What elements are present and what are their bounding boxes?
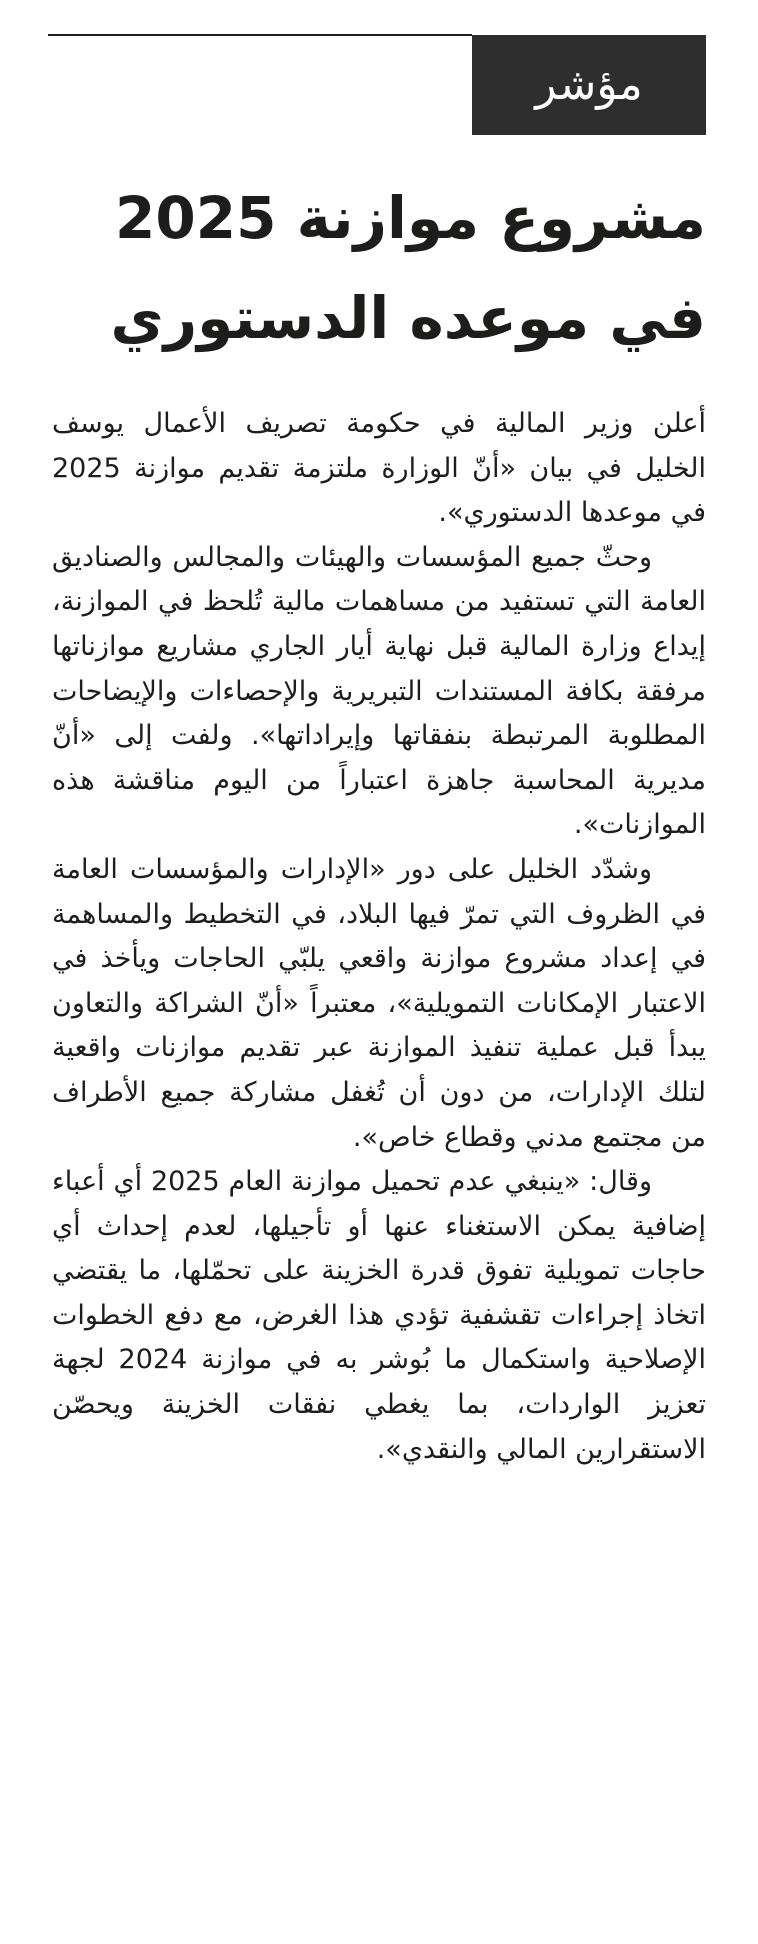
top-rule <box>48 34 472 36</box>
headline-line-1: مشروع موازنة 2025 <box>115 184 706 252</box>
headline <box>46 168 706 368</box>
article-paragraph-4: وقال: «ينبغي عدم تحميل موازنة العام 2025 أي أعباء إضافية يمكن الاستغناء عنها أو تأجيلها، لعدم إحداث أي حاجات تمويلية تفوق قدرة الخزينة على تحمّلها، ما يقتضي اتخاذ إجراءات تقشفية تؤدي هذا الغرض، مع دفع الخطوات الإصلاحية واستكمال ما بُوشر به في موازنة 2024 لجهة تعزيز الواردات، بما يغطي نفقات الخزينة ويحصّن الاستقرارين المالي والنقدي». <box>52 1166 706 1465</box>
article-paragraph-2: وحثّ جميع المؤسسات والهيئات والمجالس والصناديق العامة التي تستفيد من مساهمات مالية تُلحظ في الموازنة، إيداع وزارة المالية قبل نهاية أيار الجاري مشاريع موازناتها مرفقة بكافة المستندات التبريرية والإحصاءات والإيضاحات المطلوبة المرتبطة بنفقاتها وإيراداتها». ولفت إلى «أنّ مديرية المحاسبة جاهزة اعتباراً من اليوم مناقشة هذه الموازنات». <box>52 541 706 841</box>
article-body <box>52 402 706 1472</box>
section-label: مؤشر <box>472 35 706 135</box>
article-paragraph-3: وشدّد الخليل على دور «الإدارات والمؤسسات العامة في الظروف التي تمرّ فيها البلاد، في التخطيط والمساهمة في إعداد مشروع موازنة واقعي يلبّي الحاجات ويأخذ في الاعتبار الإمكانات التمويلية»، معتبراً «أنّ الشراكة والتعاون يبدأ قبل عملية تنفيذ الموازنة عبر تقديم موازنات واقعية لتلك الإدارات، من دون أن تُغفل مشاركة جميع الأطراف من مجتمع مدني وقطاع خاص». <box>52 853 706 1153</box>
headline-line-2: في موعده الدستوري <box>110 284 706 352</box>
article-paragraph-1: أعلن وزير المالية في حكومة تصريف الأعمال يوسف الخليل في بيان «أنّ الوزارة ملتزمة تقديم موازنة 2025 في موعدها الدستوري». <box>52 408 706 529</box>
